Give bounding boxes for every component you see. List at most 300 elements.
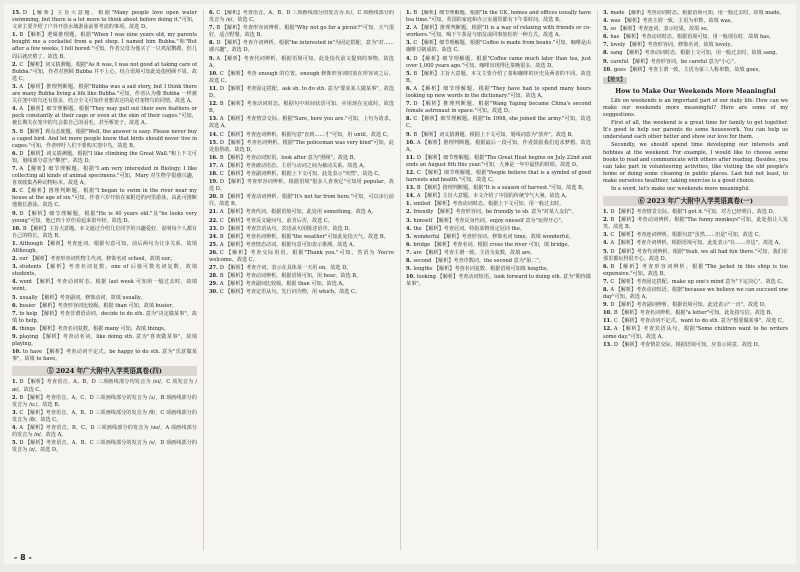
answer-item bbox=[603, 318, 788, 325]
answer-text: C 【解析】考查定语从句。先行词为物，用 which。故选 C。 bbox=[219, 289, 360, 296]
answer-item bbox=[406, 10, 591, 24]
answer-item bbox=[603, 50, 788, 57]
column-3 bbox=[400, 10, 591, 550]
answer-item bbox=[406, 201, 591, 208]
answer-item bbox=[12, 349, 197, 363]
answer-item bbox=[406, 266, 591, 273]
answer-item bbox=[603, 59, 788, 66]
answer-number: 7. bbox=[12, 310, 18, 317]
answer-number: 4. bbox=[603, 18, 609, 25]
answer-text: A 【解析】推理判断题。根据"It is a way of relaxing with friends or co-workers."可知，喝下午茶是与朋友或同事放松的一种方式。故选 A。 bbox=[406, 25, 591, 39]
answer-number: 18. bbox=[209, 170, 218, 177]
answer-item bbox=[209, 25, 394, 39]
answer-text: B 【解析】考查名词辨析。根据"the weather"可知此处指天气。故选 B。 bbox=[219, 233, 389, 240]
answer-text: D 【解析】考查固定搭配。ask sb. to do sth. 意为"要求某人做某事"。故选 D。 bbox=[209, 85, 394, 100]
answer-text: D 【解析】考查形容词辨析。根据语境"很多人喜欢它"可知用 popular。故选 D。 bbox=[209, 179, 394, 193]
answer-item bbox=[406, 242, 591, 249]
answer-number: 20. bbox=[209, 194, 218, 201]
answer-text: B 【解析】考查名词辨析。根据"a letter"可知，此处指写信。故选 B。 bbox=[613, 310, 776, 317]
answer-number: 8. bbox=[209, 40, 215, 47]
answer-item bbox=[209, 250, 394, 264]
answer-text: B 【解析】考查语音。A、C、D 三项画线部分的发音为 /ʌ/，B 项画线部分的发音为 /u:/。故选 B。 bbox=[12, 394, 197, 408]
answer-item bbox=[406, 101, 591, 115]
answer-item bbox=[209, 10, 394, 24]
answer-number: 10. bbox=[406, 274, 415, 281]
answer-number: 15. bbox=[12, 10, 21, 16]
answer-text: D 【解析】词义猜测题。根据"I like climbing the Great Wall."和上下文可知，划线部分意为"攀登"。故选 D。 bbox=[12, 150, 197, 164]
answer-number: 12. bbox=[603, 326, 612, 333]
answer-item bbox=[12, 279, 197, 293]
answer-number: 22. bbox=[209, 217, 218, 224]
answer-key-page bbox=[4, 4, 796, 564]
answer-text: D 【解析】考查名词辨析。根据"The policeman was very kind"可知，此处指帮助。故选 D。 bbox=[209, 139, 394, 153]
answer-text: A 【解析】考查代词。根据语境可知，此处用 something。故选 A。 bbox=[219, 209, 377, 216]
answer-number: 29. bbox=[209, 281, 218, 288]
answer-item bbox=[603, 342, 788, 349]
answer-number: 8. bbox=[406, 258, 412, 264]
answer-text: A 【解析】考查代词辨析。根据语境可知，此处指代前文提到的事物。故选 A。 bbox=[209, 55, 394, 69]
answer-text: careful 【解析】考查形容词。be careful 意为"小心"。 bbox=[610, 58, 739, 65]
column-2 bbox=[203, 10, 394, 550]
answer-item bbox=[209, 56, 394, 70]
answer-text: busier 【解析】考查形容词比较级。根据 than 可知，故填 busier。 bbox=[19, 302, 177, 309]
answer-item bbox=[209, 265, 394, 272]
answer-text: D 【解析】主旨大意题。根据"Many people love open water swimming, but there is a lot more to think about before doing it."可知，文章主要介绍了户外开放水域游泳前要考虑的事项。故选 D。 bbox=[12, 10, 197, 31]
answer-item bbox=[12, 410, 197, 424]
answer-text: looking 【解析】考查动词短语。look forward to doing sth. 意为"期待做某事"。 bbox=[406, 274, 591, 288]
answer-text: D 【解析】考查情景交际。根据语境可知，应表示同意。故选 D。 bbox=[613, 341, 763, 348]
answer-item bbox=[603, 326, 788, 340]
answer-item bbox=[603, 240, 788, 247]
answer-item bbox=[406, 234, 591, 241]
answer-number: 10. bbox=[209, 70, 218, 77]
answer-text: himself 【解析】考查反身代词。enjoy oneself 意为"玩得开心"。 bbox=[413, 217, 566, 224]
answer-number: 1. bbox=[12, 379, 18, 386]
answer-number: 15. bbox=[209, 139, 218, 146]
answer-text: C 【解析】考查动词不定式。want to do sth. 意为"想要做某事"。故选 C。 bbox=[613, 318, 787, 325]
answer-item bbox=[406, 116, 591, 130]
answer-number: 7. bbox=[406, 101, 412, 108]
answer-number: 1. bbox=[603, 209, 609, 216]
answer-text: A 【解析】细节理解题。根据"They may pull out their own feathers or peck constantly at their cage or even at the skin of their cages."可知，被长期关在笼中的鸟会拔自己的羽毛，甚至啄笼子。故选 A。 bbox=[12, 106, 197, 127]
answer-number: 1. bbox=[406, 201, 412, 208]
answer-item bbox=[406, 170, 591, 184]
answer-number: 1. bbox=[406, 10, 412, 16]
answer-item bbox=[209, 140, 394, 154]
answer-text: C 【解析】推理判断题。根据"I began to swim in the river near my house at the age of six."可知，作者六岁开始在家附近的河里游泳，由此可推断他擅长游泳。故选 C。 bbox=[12, 188, 197, 209]
answer-number: 5. bbox=[603, 248, 609, 255]
answer-number: 4. bbox=[12, 106, 18, 113]
answer-text: A 【解析】考查动词短语。根据"because we believe we can succeed one day"可知。故选 A。 bbox=[603, 287, 788, 301]
answer-item bbox=[12, 303, 197, 310]
answer-number: 9. bbox=[12, 334, 18, 341]
model-essay-label: 【范文】 bbox=[605, 76, 626, 83]
answer-item bbox=[209, 171, 394, 178]
answer-text: B 【解析】考查动词短语。look after 意为"照顾"。故选 B。 bbox=[219, 154, 359, 161]
answer-item bbox=[603, 310, 788, 317]
answer-text: C 【解析】细节理解题。根据"Coffee is made from beans."可知，咖啡是由咖啡豆制成的。故选 C。 bbox=[406, 40, 591, 54]
answer-number: 9. bbox=[209, 55, 215, 62]
answer-number: 9. bbox=[12, 210, 18, 217]
answer-number: 10. bbox=[603, 66, 612, 73]
answer-text: D 【解析】考查介词。表示在具体某一天用 on。故选 D。 bbox=[219, 265, 352, 272]
answer-text: C 【解析】词义猜测题。根据"As it was, I was not good at taking care of Bubba."可知，作者对照顾 Bubba 并不上心，结合语境可知此处指照顾不周。故选 C。 bbox=[12, 61, 197, 82]
answer-item bbox=[406, 250, 591, 257]
answer-item bbox=[12, 226, 197, 240]
answer-item bbox=[406, 40, 591, 54]
answer-text: to have 【解析】考查动词不定式。be happy to do sth. 意为"乐意做某事"，故填 to have。 bbox=[12, 349, 197, 363]
answer-number: 2. bbox=[12, 394, 18, 401]
answer-item bbox=[12, 188, 197, 209]
answer-item bbox=[603, 217, 788, 231]
answer-item bbox=[603, 67, 788, 74]
answer-number: 7. bbox=[12, 165, 18, 172]
answer-number: 2. bbox=[406, 209, 412, 216]
answer-number: 13. bbox=[209, 116, 218, 123]
answer-item bbox=[12, 32, 197, 60]
answer-text: B 【解析】考查形容词辨析。根据"Why not go for a picnic?"可知，天气很好，适合野餐。故选 B。 bbox=[209, 25, 394, 39]
answer-number: 26. bbox=[209, 249, 218, 256]
answer-number: 27. bbox=[209, 265, 218, 272]
answer-text: goes 【解析】考查主谓一致。主语为第三人称单数，故填 goes。 bbox=[613, 66, 764, 73]
answer-text: B 【解析】考查动词辨析。根据"It's not far from here."可知，可以步行前往。故选 B。 bbox=[209, 194, 394, 208]
answer-number: 6. bbox=[406, 85, 412, 92]
answer-item bbox=[209, 226, 394, 233]
answer-number: 3. bbox=[406, 40, 412, 47]
answer-text: C 【解析】考查语音。A、B、D 三项画线部分的发音为 /i:/，C 项画线部分的发音为 /e/。故选 C。 bbox=[209, 10, 394, 24]
answer-text: B 【解析】逻辑推理题。根据"When I was nine years old, my parents bought me a cockatiel from a pet shop. I named him Bubba."和"But after a few weeks, I fell bored."可知，作者父母为他买了一只鸡尾鹦鹉，但几周后就厌倦了。故选 B。 bbox=[12, 32, 197, 60]
answer-text: A 【解析】细节理解题。根据"I am very interested in Biology. I like collecting all kinds of animal specimens."可知，Mary 对生物学很感兴趣，喜欢收集各种动物标本。故选 A。 bbox=[12, 165, 197, 187]
answer-number: 5. bbox=[12, 440, 18, 447]
answer-item bbox=[603, 209, 788, 216]
answer-item bbox=[603, 34, 788, 41]
answer-text: Although 【解析】考查连词。根据句意可知，前后两句为让步关系，故填 Although。 bbox=[12, 240, 197, 254]
answer-item bbox=[12, 326, 197, 333]
answer-text: sang 【解析】考查动词时态。根据上文可知，用一般过去时，故填 sang。 bbox=[610, 50, 781, 57]
answer-item bbox=[12, 379, 197, 393]
answer-text: D 【解析】考查语音。A、B、D 三项画线部分均发音为 /ei/，C 项发音为 /æ/。故选 C。 bbox=[12, 379, 197, 393]
answer-text: smiled 【解析】考查动词时态。根据上下文可知，用一般过去时。 bbox=[413, 201, 565, 208]
answer-text: to help 【解析】考查非谓语动词。decide to do sth. 意为"决定做某事"，故填 to help。 bbox=[12, 310, 197, 324]
essay-title: How to Make Our Weekends More Meaningful bbox=[615, 87, 776, 95]
answer-text: A 【解析】考查被动语态。主语与动词之间为被动关系。故选 A。 bbox=[219, 162, 369, 169]
answer-text: C 【解析】考查固定搭配。make up one's mind 意为"下定决心"。故选 C。 bbox=[610, 278, 787, 285]
answer-item bbox=[406, 226, 591, 233]
answer-item bbox=[209, 242, 394, 249]
answer-number: 8. bbox=[603, 287, 609, 293]
answer-number: 1. bbox=[12, 240, 18, 247]
answer-item bbox=[406, 209, 591, 216]
answer-number: 7. bbox=[209, 25, 215, 32]
answer-text: D 【解析】考查语音。A、B、C 三项画线部分的发音为 /s/，D 项画线部分的发音为 /z/。故选 D。 bbox=[12, 440, 197, 454]
answer-item bbox=[406, 274, 591, 288]
answer-item bbox=[603, 249, 788, 263]
answer-text: are 【解析】考查主谓一致。主语为复数，故填 are。 bbox=[413, 249, 536, 256]
answer-item bbox=[209, 273, 394, 280]
answer-number: 5. bbox=[406, 70, 412, 77]
answer-item bbox=[209, 281, 394, 288]
answer-text: A 【解析】推理判断题。根据最后一段可知，作者鼓励我们追求梦想。故选 A。 bbox=[406, 139, 591, 153]
answer-item bbox=[12, 395, 197, 409]
section-title: ⑥ 2023 年广大附中入学英语真卷(一) bbox=[603, 196, 788, 206]
answer-text: C 【解析】考查交际用语。根据"Thank you."可知，答语为 You're welcome。故选 C。 bbox=[209, 249, 394, 263]
answer-text: the 【解析】考查冠词。特指某物用定冠词 the。 bbox=[413, 225, 525, 232]
answer-number: 3. bbox=[12, 264, 18, 271]
answer-item bbox=[12, 84, 197, 105]
answer-item bbox=[12, 264, 197, 278]
answer-text: D 【解析】考查副词辨析。根据语境可知，此处表示"一直"。故选 D。 bbox=[610, 302, 770, 309]
answer-text: made 【解析】考查动词时态。根据语境可知，用一般过去时，故填 made。 bbox=[610, 10, 785, 16]
answer-number: 13. bbox=[406, 185, 415, 192]
answer-item bbox=[603, 10, 788, 17]
answer-number: 11. bbox=[406, 154, 415, 161]
essay-paragraph: Secondly, we should spend time developing our interests and hobbies at the weekend. For example, I would like to choose some books to read and communicate with others after reading. Besides, you can take part in volunteering activities, like visiting the old people's home or doing some cleaning in public places. Last but not least, to make ourselves healthier, taking exercise is a good choice. bbox=[603, 142, 788, 184]
answer-number: 10. bbox=[603, 310, 612, 317]
answer-item bbox=[209, 40, 394, 54]
answer-item bbox=[12, 295, 197, 302]
section-title: ⑤ 2024 年广大附中入学英语真卷(四) bbox=[12, 366, 197, 376]
answer-text: things 【解析】考查名词复数。根据 many 可知，故填 things。 bbox=[19, 325, 169, 332]
answer-item bbox=[12, 151, 197, 165]
answer-item bbox=[12, 10, 197, 31]
answer-number: 7. bbox=[603, 42, 609, 49]
answer-item bbox=[603, 264, 788, 278]
answer-text: A 【解析】推理判断题。根据"Bubba was a sad story, but I think there are many Bubba living a life like Bubba."可知，作者认为像 Bubba 一样被关在笼中的鸟还有很多，结合全文可知作者想表达的是对宠物鸟的同情。故选 A。 bbox=[12, 83, 197, 105]
essay-paragraph: In a word, let's make our weekends more meaningful. bbox=[611, 185, 751, 192]
answer-item bbox=[12, 440, 197, 454]
answer-number: 2. bbox=[406, 25, 412, 32]
answer-item bbox=[603, 42, 788, 49]
answer-number: 2. bbox=[603, 217, 609, 224]
essay-paragraph: Life on weekends is an important part of our daily life. How can we make our weekends more meaningful? Here are some of my suggestions. bbox=[603, 97, 788, 119]
answer-text: A 【解析】考查情景交际。根据"Sure, here you are."可知，上句为请求。故选 A。 bbox=[209, 116, 394, 130]
answer-number: 4. bbox=[12, 279, 18, 286]
answer-number: 9. bbox=[406, 266, 412, 273]
answer-item bbox=[603, 18, 788, 25]
answer-item bbox=[12, 62, 197, 83]
answer-text: lovely 【解析】考查形容词。修饰名词，故填 lovely。 bbox=[610, 42, 736, 49]
answer-text: D 【解析】考查代词辨析。根据"Yeah, we all had fun there."可知，我们在那里都玩得很开心。故选 D。 bbox=[603, 248, 788, 262]
answer-text: D 【解析】细节理解题。根据"He is 40 years old."及"he looks very young"可知，他已四十岁但看起来很年轻。故选 D。 bbox=[12, 210, 197, 224]
answer-number: 24. bbox=[209, 233, 218, 240]
column-1 bbox=[12, 10, 197, 550]
page-number: - 8 - bbox=[14, 553, 32, 562]
answer-text: C 【解析】细节理解题。根据"In 1998, she joined the army."可知。故选 C。 bbox=[406, 116, 591, 130]
answer-item bbox=[406, 155, 591, 169]
answer-number: 14. bbox=[406, 193, 415, 200]
answer-number: 6. bbox=[406, 241, 412, 248]
answer-text: D 【解析】考查宾语从句。宾语从句用陈述语序。故选 D。 bbox=[219, 225, 354, 232]
answer-item bbox=[209, 209, 394, 216]
answer-text: A 【解析】考查介词辨析。根据语境可知，此处表示"在……旁边"。故选 A。 bbox=[610, 240, 784, 247]
answer-text: D 【解析】推理判断题。根据"Wang Yaping became China's second female astronaut in space."可知。故选 D。 bbox=[406, 101, 591, 115]
answer-number: 3. bbox=[12, 83, 18, 90]
answer-number: 7. bbox=[603, 278, 609, 285]
answer-number: 8. bbox=[406, 116, 412, 123]
answer-item bbox=[603, 232, 788, 239]
answer-text: D 【解析】细节理解题。根据"Coffee came much later than tea, just over 1,000 years ago."可知，咖啡出现得比茶晚很多。故选 D。 bbox=[406, 55, 591, 69]
answer-text: B 【解析】考查动词时态。根据句中时间状语可知，应用现在完成时。故选 B。 bbox=[209, 101, 394, 115]
answer-item bbox=[603, 302, 788, 309]
answer-item bbox=[209, 234, 394, 241]
answer-number: 11. bbox=[603, 318, 612, 325]
answer-number: 9. bbox=[603, 302, 609, 309]
answer-number: 13. bbox=[603, 341, 612, 348]
answer-text: A 【解析】主旨大意题。本文介绍了中国的传统节气大暑。故选 A。 bbox=[416, 193, 571, 200]
answer-number: 17. bbox=[209, 162, 218, 169]
essay-paragraph: First of all, the weekend is a great time for family to get together. It's good to help our parents do some housework. You can help us understand each other better and show our love for them. bbox=[603, 120, 788, 141]
answer-text: A 【解析】考查副词比较级。根据 than 可知，故选 A。 bbox=[219, 281, 348, 288]
answer-item bbox=[12, 425, 197, 439]
answer-text: C 【解析】考查语音。A、B、D 三项画线部分的发音为 /θ/，C 项画线部分的发音为 /ð/。故选 C。 bbox=[12, 409, 197, 423]
answer-text: B 【解析】观点态度题。根据"Well, the answer is easy. Please never buy a caged bird. And let more people know that birds should never live in cages."可知，作者呼吁人们不要购买笼中鸟。故选 B。 bbox=[12, 128, 197, 149]
answer-item bbox=[209, 289, 394, 296]
answer-item bbox=[603, 26, 788, 33]
answer-number: 16. bbox=[209, 154, 218, 161]
answer-item bbox=[406, 185, 591, 192]
answer-item bbox=[12, 334, 197, 348]
answer-text: A 【解析】细节理解题。根据"They have had to spend many hours looking up new words in the dictionary."可知。故选 A。 bbox=[406, 85, 591, 100]
answer-text: A 【解析】考查宾语从句。根据"Some children want to be writers some day."可知。故选 A。 bbox=[603, 326, 788, 340]
answer-number: 8. bbox=[603, 50, 609, 57]
column-4 bbox=[597, 10, 788, 550]
answer-text: B 【解析】细节理解题。根据"In the UK, homes and offices usually have tea time."可知，英国的家庭和办公室通常都有下午茶时间。故选 B。 bbox=[406, 10, 591, 24]
answer-number: 8. bbox=[12, 188, 18, 195]
answer-number: 7. bbox=[406, 249, 412, 256]
answer-item bbox=[406, 71, 591, 85]
answer-text: second 【解析】考查序数词。the second 意为"第二"。 bbox=[413, 258, 544, 264]
answer-number: 3. bbox=[12, 409, 18, 416]
answer-number: 5. bbox=[12, 294, 18, 301]
answer-number: 21. bbox=[209, 209, 218, 216]
answer-text: B 【解析】主旨大意题。本文主要介绍了茶和咖啡的历史及两者的不同。故选 B。 bbox=[406, 70, 591, 84]
answer-item bbox=[406, 218, 591, 225]
answer-text: B 【解析】考查动词辨析。根据语境可知，用 hear。故选 B。 bbox=[219, 273, 362, 280]
answer-text: C 【解析】考查反义疑问句。前肯后否，故选 C。 bbox=[219, 217, 333, 224]
answer-text: our 【解析】考查形容词性物主代词。修饰名词 school，故填 our。 bbox=[19, 256, 176, 263]
answer-text: students 【解析】考查名词复数。one of 后接可数名词复数，故填 students。 bbox=[12, 264, 197, 278]
answer-number: 6. bbox=[12, 150, 18, 157]
answer-text: D 【解析】考查情景交际。根据"I got it."可知，对方已经明白。故选 D。 bbox=[610, 209, 778, 216]
answer-number: 8. bbox=[12, 325, 18, 332]
answer-number: 9. bbox=[406, 131, 412, 138]
answer-item bbox=[12, 166, 197, 187]
answer-text: D 【解析】细节理解题。根据"The Great Heat begins on July 22nd and ends on August 6th this year."可知，大暑是一年中最热的时候。故选 D。 bbox=[406, 154, 591, 168]
answer-text: bridge 【解析】考查名词。根据 cross the river 可知，填 bridge。 bbox=[413, 241, 573, 248]
answer-item bbox=[209, 86, 394, 100]
answer-item bbox=[12, 241, 197, 255]
answer-text: lengths 【解析】考查名词复数。根据语境可知填 lengths。 bbox=[413, 266, 552, 273]
answer-item bbox=[209, 116, 394, 130]
answer-number: 14. bbox=[209, 131, 218, 138]
answer-number: 5. bbox=[12, 128, 18, 135]
answer-number: 9. bbox=[603, 58, 609, 65]
answer-number: 30. bbox=[209, 289, 218, 296]
answer-text: C 【解析】考查连词辨析。根据句意"直到……才"可知，用 until。故选 C。 bbox=[219, 131, 392, 138]
answer-number: 10. bbox=[406, 139, 415, 146]
answer-text: C 【解析】考查 enough 的位置。enough 修饰形容词时放在形容词之后。故选 C。 bbox=[209, 70, 394, 84]
answer-number: 6. bbox=[209, 10, 215, 16]
answer-text: friendly 【解析】考查形容词。be friendly to sb. 意为"对某人友好"。 bbox=[413, 209, 577, 216]
answer-number: 28. bbox=[209, 273, 218, 280]
answer-text: C 【解析】考查连词辨析。根据句意"虽然……但是"可知，故选 C。 bbox=[610, 232, 764, 239]
answer-text: A 【解析】考查语音。B、C、D 三项画线部分的发音为 /əʊ/，A 项画线部分的发音为 /ɒ/。故选 A。 bbox=[12, 424, 197, 439]
answer-number: 10. bbox=[12, 349, 21, 356]
answer-number: 4. bbox=[12, 424, 18, 431]
answer-item bbox=[12, 256, 197, 263]
answer-item bbox=[209, 194, 394, 208]
answer-number: 3. bbox=[603, 232, 609, 239]
answer-number: 5. bbox=[406, 233, 412, 240]
answer-number: 4. bbox=[603, 240, 609, 247]
answer-text: went 【解析】考查动词时态。根据 last week 可知用一般过去时，故填 went。 bbox=[12, 279, 197, 293]
answer-number: 11. bbox=[209, 85, 218, 92]
answer-number: 2. bbox=[12, 61, 18, 68]
answer-text: usually 【解析】考查副词。修饰动词，故填 usually。 bbox=[19, 294, 146, 301]
answer-number: 5. bbox=[603, 26, 609, 33]
answer-item bbox=[406, 140, 591, 154]
answer-number: 2. bbox=[12, 256, 18, 263]
answer-text: B 【解析】词义猜测题。根据上下文可知，划线词意为"放弃"。故选 B。 bbox=[413, 131, 577, 138]
answer-item bbox=[209, 179, 394, 193]
answer-text: so 【解析】考查连词。表示结果，故填 so。 bbox=[610, 26, 712, 33]
answer-item bbox=[603, 287, 788, 301]
answer-item bbox=[406, 56, 591, 70]
answer-text: has 【解析】考查动词时态。根据语境可知，用一般现在时，故填 has。 bbox=[610, 34, 775, 41]
answer-number: 4. bbox=[406, 225, 412, 232]
answer-number: 6. bbox=[603, 263, 609, 270]
answer-number: 1. bbox=[12, 32, 18, 39]
answer-item bbox=[603, 279, 788, 286]
answer-item bbox=[209, 163, 394, 170]
answer-item bbox=[406, 258, 591, 265]
answer-number: 25. bbox=[209, 241, 218, 248]
answer-number: 6. bbox=[603, 34, 609, 41]
answer-item bbox=[406, 25, 591, 39]
answer-item bbox=[209, 71, 394, 85]
answer-item bbox=[209, 101, 394, 115]
answer-text: B 【解析】主旨大意题。本文通过介绍几位同学的兴趣爱好，说明每个人都有自己的特长。故选 B。 bbox=[12, 225, 197, 239]
answer-item bbox=[12, 311, 197, 325]
answer-number: 12. bbox=[209, 101, 218, 108]
answer-number: 19. bbox=[209, 179, 218, 186]
answer-number: 12. bbox=[406, 169, 415, 176]
answer-text: B 【解析】考查形容词辨析。根据"The jacket in this shop is too expensive."可知。故选 B。 bbox=[603, 263, 788, 277]
answer-item bbox=[12, 106, 197, 127]
answer-item bbox=[406, 86, 591, 100]
answer-item bbox=[12, 211, 197, 225]
answer-number: 23. bbox=[209, 225, 218, 232]
answer-item bbox=[209, 132, 394, 139]
answer-number: 4. bbox=[406, 55, 412, 62]
answer-text: D 【解析】考查介词辨析。根据"be interested in"为固定搭配，意为"对……感兴趣"。故选 D。 bbox=[209, 40, 394, 54]
answer-item bbox=[209, 218, 394, 225]
answer-number: 6. bbox=[12, 302, 18, 309]
answer-number: 3. bbox=[603, 10, 609, 16]
answer-number: 3. bbox=[406, 217, 412, 224]
answer-item bbox=[406, 132, 591, 139]
answer-item bbox=[406, 193, 591, 200]
answer-text: was 【解析】考查主谓一致。主语为单数，故填 was。 bbox=[610, 18, 736, 25]
answer-text: wonderful 【解析】考查形容词。修饰名词 time，故填 wonderful。 bbox=[413, 233, 574, 240]
answer-text: C 【解析】考查副词辨析。根据上下文可知，此处表示"突然"。故选 C。 bbox=[219, 170, 384, 177]
answer-text: A 【解析】考查情态动词。根据句意可知表示推测。故选 A。 bbox=[219, 241, 358, 248]
answer-number: 10. bbox=[12, 225, 21, 232]
answer-item bbox=[12, 129, 197, 150]
answer-item bbox=[209, 155, 394, 162]
answer-text: C 【解析】细节理解题。根据"People believe that is a symbol of good harvests and health."可知。故选 C。 bbox=[406, 169, 591, 184]
answer-text: playing 【解析】考查动名词。like doing sth. 意为"喜欢做某事"，故填 playing。 bbox=[12, 334, 197, 348]
